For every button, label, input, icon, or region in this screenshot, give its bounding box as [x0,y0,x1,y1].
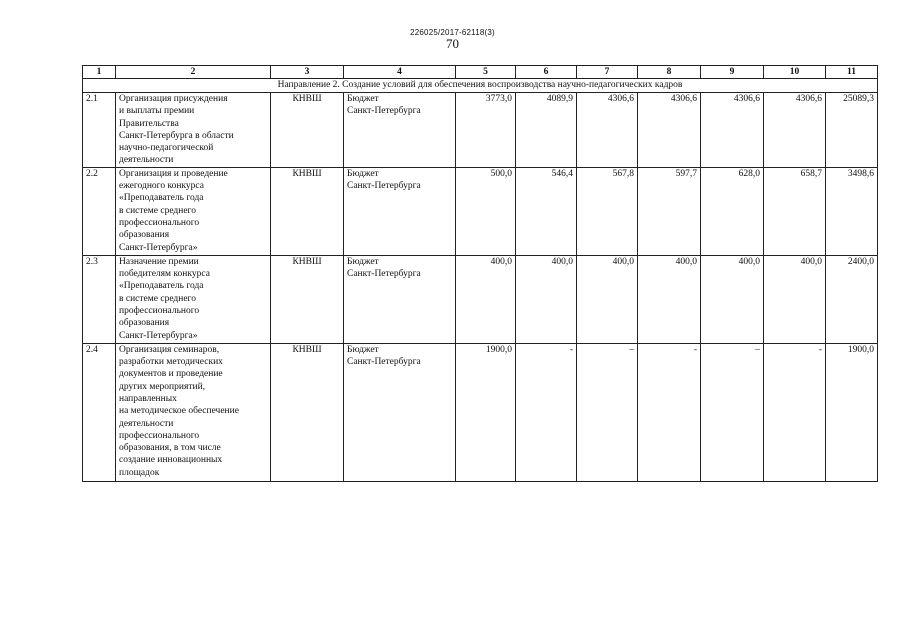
amount-cell: 4306,6 [764,93,826,168]
amount-cell: 4306,6 [577,93,638,168]
executor: КНВШ [271,255,344,343]
amount-cell: 2400,0 [826,255,878,343]
activity-name-line: Санкт-Петербурга» [119,242,198,253]
column-header: 6 [516,66,577,79]
activity-name-line: образования [119,230,170,241]
funding-source-line: Бюджет [347,344,379,355]
activity-name-line: Санкт-Петербурга в области [119,130,234,141]
amount-cell: 400,0 [701,255,764,343]
amount-cell: 597,7 [638,167,701,255]
activity-name-line: площадок [119,467,160,478]
row-number: 2.1 [83,93,116,168]
amount-cell: 400,0 [516,255,577,343]
amount-cell: 3498,6 [826,167,878,255]
column-header: 3 [271,66,344,79]
column-header: 2 [116,66,271,79]
amount-cell: 4306,6 [638,93,701,168]
funding-source [344,255,456,343]
activity-name-line: документов и проведение [119,369,223,380]
amount-cell: 500,0 [456,167,516,255]
table-row [83,93,878,168]
amount-cell: - [516,343,577,481]
activity-name-line: Организация семинаров, [119,344,220,355]
funding-source-line: Санкт-Петербурга [347,357,421,368]
section-heading: Направление 2. Создание условий для обеспечения воспроизводства научно-педагогических кадров [83,79,878,93]
amount-cell: 400,0 [577,255,638,343]
amount-cell: – [701,343,764,481]
activity-name-line: образования, в том числе [119,443,221,454]
activity-name-line: в системе среднего [119,293,196,304]
row-number: 2.3 [83,255,116,343]
amount-cell: - [764,343,826,481]
amount-cell: 400,0 [764,255,826,343]
funding-source [344,167,456,255]
activity-name-line: «Преподаватель года [119,193,204,204]
activity-name-line: образования [119,318,170,329]
row-number: 2.2 [83,167,116,255]
activity-name-line: Организация присуждения [119,94,228,104]
funding-source-line: Бюджет [347,94,379,104]
executor: КНВШ [271,93,344,168]
activity-name-line: направленных [119,393,177,404]
column-header: 9 [701,66,764,79]
executor: КНВШ [271,167,344,255]
activity-name [116,255,271,343]
activity-name-line: научно-педагогической [119,143,214,154]
column-header: 11 [826,66,878,79]
activity-name-line: и выплаты премии [119,106,195,117]
amount-cell: 3773,0 [456,93,516,168]
activity-name-line: разработки методических [119,357,223,368]
activity-name [116,343,271,481]
funding-source-line: Санкт-Петербурга [347,181,421,192]
row-number: 2.4 [83,343,116,481]
funding-source-line: Бюджет [347,168,379,179]
budget-table [82,65,878,482]
column-header: 5 [456,66,516,79]
amount-cell: 628,0 [701,167,764,255]
activity-name-line: профессионального [119,305,200,316]
amount-cell: 4306,6 [701,93,764,168]
amount-cell: 1900,0 [826,343,878,481]
amount-cell: 546,4 [516,167,577,255]
activity-name-line: создание инновационных [119,455,223,466]
amount-cell: - [638,343,701,481]
amount-cell: 567,8 [577,167,638,255]
activity-name-line: «Преподаватель года [119,281,204,292]
activity-name [116,167,271,255]
document-id: 226025/2017-62118(3) [410,28,495,37]
table-row [83,255,878,343]
amount-cell: 658,7 [764,167,826,255]
column-number-row [83,66,878,79]
activity-name-line: других мероприятий, [119,381,206,392]
activity-name-line: Санкт-Петербурга» [119,330,198,341]
column-header: 7 [577,66,638,79]
section-heading-row [83,79,878,93]
activity-name-line: на методическое обеспечение [119,406,239,417]
column-header: 8 [638,66,701,79]
activity-name [116,93,271,168]
funding-source-line: Санкт-Петербурга [347,106,421,117]
column-header: 1 [83,66,116,79]
activity-name-line: победителям конкурса [119,269,210,280]
activity-name-line: деятельности [119,418,174,429]
funding-source [344,93,456,168]
activity-name-line: Правительства [119,118,179,129]
amount-cell: 1900,0 [456,343,516,481]
amount-cell: 400,0 [456,255,516,343]
page-number: 70 [446,36,459,51]
table-row [83,167,878,255]
activity-name-line: Назначение премии [119,256,199,267]
column-header: 10 [764,66,826,79]
activity-name-line: профессионального [119,430,200,441]
activity-name-line: деятельности [119,155,174,166]
activity-name-line: профессионального [119,217,200,228]
activity-name-line: ежегодного конкурса [119,181,204,192]
amount-cell: – [577,343,638,481]
funding-source [344,343,456,481]
funding-source-line: Санкт-Петербурга [347,269,421,280]
amount-cell: 4089,9 [516,93,577,168]
activity-name-line: в системе среднего [119,205,196,216]
activity-name-line: Организация и проведение [119,168,228,179]
table-row [83,343,878,481]
amount-cell: 400,0 [638,255,701,343]
executor: КНВШ [271,343,344,481]
column-header: 4 [344,66,456,79]
amount-cell: 25089,3 [826,93,878,168]
funding-source-line: Бюджет [347,256,379,267]
